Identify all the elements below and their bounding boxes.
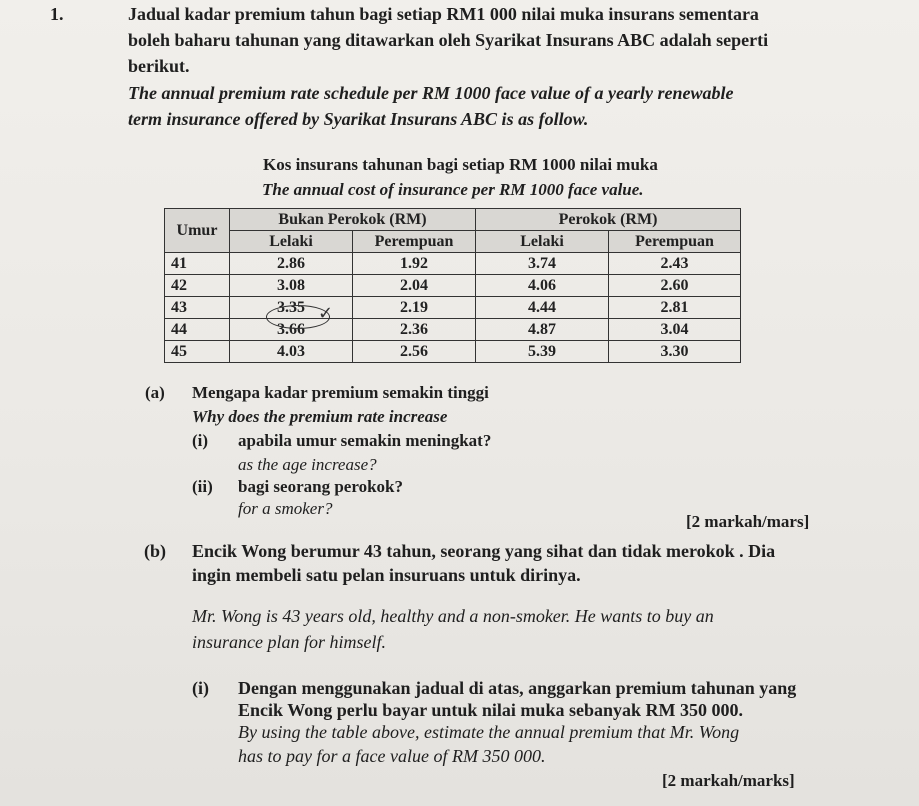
cell-smoker-male: 4.44 bbox=[476, 297, 609, 319]
part-a-i-ms: apabila umur semakin meningkat? bbox=[238, 431, 492, 450]
table-row bbox=[165, 341, 741, 363]
cell-smoker-female: 2.43 bbox=[609, 253, 741, 275]
premium-rate-table bbox=[164, 208, 741, 363]
part-a-ms: Mengapa kadar premium semakin tinggi bbox=[192, 383, 489, 402]
header-nonsmoker-male: Lelaki bbox=[230, 231, 353, 253]
part-b-i-label: (i) bbox=[192, 678, 209, 698]
question-number: 1. bbox=[50, 4, 64, 24]
part-b-i-en-line1: By using the table above, estimate the annual premium that Mr. Wong bbox=[238, 722, 740, 742]
cell-smoker-female: 2.81 bbox=[609, 297, 741, 319]
cell-age: 43 bbox=[165, 297, 230, 319]
header-smoker-male: Lelaki bbox=[476, 231, 609, 253]
cell-age: 42 bbox=[165, 275, 230, 297]
table-row bbox=[165, 253, 741, 275]
part-a-en: Why does the premium rate increase bbox=[192, 407, 448, 426]
part-b-en-line2: insurance plan for himself. bbox=[192, 632, 386, 652]
part-a-marks: [2 markah/mars] bbox=[686, 512, 810, 531]
part-b-en-line1: Mr. Wong is 43 years old, healthy and a non-smoker. He wants to buy an bbox=[192, 606, 714, 626]
intro-ms-line2: boleh baharu tahunan yang ditawarkan oleh Syarikat Insurans ABC adalah seperti bbox=[128, 30, 769, 50]
cell-nonsmoker-male: 3.08 bbox=[230, 275, 353, 297]
cell-smoker-female: 3.30 bbox=[609, 341, 741, 363]
header-smoker-female: Perempuan bbox=[609, 231, 741, 253]
cell-age: 45 bbox=[165, 341, 230, 363]
cell-smoker-male: 4.87 bbox=[476, 319, 609, 341]
intro-ms-line3: berikut. bbox=[128, 56, 190, 76]
part-b-marks: [2 markah/marks] bbox=[662, 771, 795, 790]
cell-smoker-female: 3.04 bbox=[609, 319, 741, 341]
cell-nonsmoker-female: 2.19 bbox=[353, 297, 476, 319]
header-age: Umur bbox=[165, 209, 230, 253]
header-smoker: Perokok (RM) bbox=[476, 209, 741, 231]
table-caption-en: The annual cost of insurance per RM 1000 face value. bbox=[262, 180, 644, 199]
cell-age: 41 bbox=[165, 253, 230, 275]
part-a-ii-label: (ii) bbox=[192, 477, 213, 496]
checkmark-icon: ✓ bbox=[318, 303, 334, 324]
cell-smoker-male: 4.06 bbox=[476, 275, 609, 297]
cell-nonsmoker-male: 3.66 bbox=[230, 319, 353, 341]
part-b-i-ms-line2: Encik Wong perlu bayar untuk nilai muka sebanyak RM 350 000. bbox=[238, 700, 743, 720]
table-row bbox=[165, 297, 741, 319]
table-row bbox=[165, 319, 741, 341]
table-row bbox=[165, 275, 741, 297]
part-b-ms-line1: Encik Wong berumur 43 tahun, seorang yang sihat dan tidak merokok . Dia bbox=[192, 541, 776, 561]
header-nonsmoker-female: Perempuan bbox=[353, 231, 476, 253]
intro-en-line1: The annual premium rate schedule per RM 1000 face value of a yearly renewable bbox=[128, 83, 734, 103]
cell-nonsmoker-male: 2.86 bbox=[230, 253, 353, 275]
part-a-i-en: as the age increase? bbox=[238, 455, 377, 474]
header-non-smoker: Bukan Perokok (RM) bbox=[230, 209, 476, 231]
part-a-i-label: (i) bbox=[192, 431, 209, 450]
part-b-i-ms-line1: Dengan menggunakan jadual di atas, anggarkan premium tahunan yang bbox=[238, 678, 797, 698]
intro-ms-line1: Jadual kadar premium tahun bagi setiap RM1 000 nilai muka insurans sementara bbox=[128, 4, 759, 24]
cell-nonsmoker-female: 2.04 bbox=[353, 275, 476, 297]
part-a-ii-en: for a smoker? bbox=[238, 499, 333, 518]
cell-nonsmoker-male: 3.35 bbox=[230, 297, 353, 319]
table-caption-ms: Kos insurans tahunan bagi setiap RM 1000 nilai muka bbox=[263, 155, 658, 174]
cell-age: 44 bbox=[165, 319, 230, 341]
cell-nonsmoker-female: 2.56 bbox=[353, 341, 476, 363]
part-b-label: (b) bbox=[144, 541, 166, 561]
cell-smoker-female: 2.60 bbox=[609, 275, 741, 297]
part-b-ms-line2: ingin membeli satu pelan insuruans untuk dirinya. bbox=[192, 565, 581, 585]
cell-smoker-male: 5.39 bbox=[476, 341, 609, 363]
cell-smoker-male: 3.74 bbox=[476, 253, 609, 275]
cell-nonsmoker-male: 4.03 bbox=[230, 341, 353, 363]
cell-nonsmoker-female: 2.36 bbox=[353, 319, 476, 341]
intro-en-line2: term insurance offered by Syarikat Insurans ABC is as follow. bbox=[128, 109, 589, 129]
cell-nonsmoker-female: 1.92 bbox=[353, 253, 476, 275]
part-b-i-en-line2: has to pay for a face value of RM 350 000. bbox=[238, 746, 546, 766]
part-a-ii-ms: bagi seorang perokok? bbox=[238, 477, 403, 496]
part-a-label: (a) bbox=[145, 383, 165, 402]
